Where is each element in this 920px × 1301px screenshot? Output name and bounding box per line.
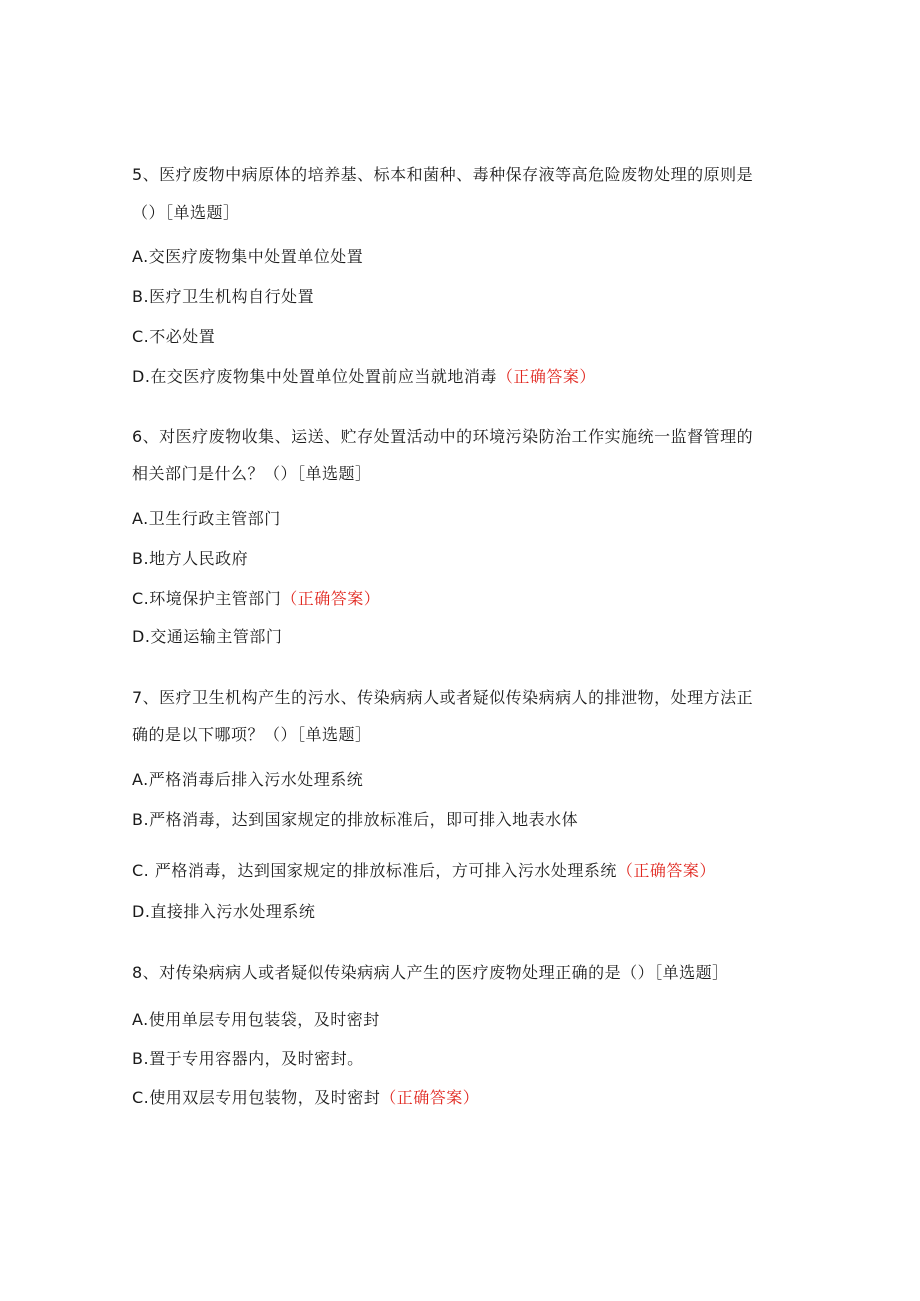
option-text: A.卫生行政主管部门 bbox=[132, 509, 281, 528]
option-a bbox=[132, 509, 281, 529]
option-text: B.医疗卫生机构自行处置 bbox=[132, 287, 315, 306]
option-text: C. 严格消毒，达到国家规定的排放标准后，方可排入污水处理系统 bbox=[132, 861, 617, 880]
option-text: B.严格消毒，达到国家规定的排放标准后，即可排入地表水体 bbox=[132, 810, 579, 829]
correct-answer-mark: （正确答案） bbox=[496, 367, 596, 386]
option-c bbox=[132, 589, 380, 609]
option-text: A.严格消毒后排入污水处理系统 bbox=[132, 770, 364, 789]
option-a bbox=[132, 770, 363, 790]
option-b bbox=[132, 287, 314, 307]
question-stem-line: 确的是以下哪项？（）［单选题］ bbox=[132, 725, 372, 744]
option-c bbox=[132, 327, 215, 347]
question-stem-line: 7、医疗卫生机构产生的污水、传染病病人或者疑似传染病病人的排泄物，处理方法正 bbox=[132, 688, 754, 707]
option-c bbox=[132, 861, 716, 881]
option-d bbox=[132, 627, 282, 647]
option-text: D.在交医疗废物集中处置单位处置前应当就地消毒 bbox=[132, 367, 497, 386]
option-text: B.置于专用容器内，及时密封。 bbox=[132, 1049, 364, 1068]
option-text: D.交通运输主管部门 bbox=[132, 627, 283, 646]
option-text: C.使用双层专用包装物，及时密封 bbox=[132, 1088, 381, 1107]
option-text: B.地方人民政府 bbox=[132, 549, 249, 568]
option-d bbox=[132, 367, 596, 387]
option-c bbox=[132, 1088, 479, 1108]
option-text: C.不必处置 bbox=[132, 327, 216, 346]
correct-answer-mark: （正确答案） bbox=[616, 861, 716, 880]
option-d bbox=[132, 902, 315, 922]
option-b bbox=[132, 1049, 364, 1069]
question-stem-line: （）［单选题］ bbox=[132, 203, 240, 222]
option-text: D.直接排入污水处理系统 bbox=[132, 902, 316, 921]
option-text: A.交医疗废物集中处置单位处置 bbox=[132, 247, 364, 266]
option-a bbox=[132, 1010, 380, 1030]
option-text: A.使用单层专用包装袋，及时密封 bbox=[132, 1010, 380, 1029]
question-stem-line: 8、对传染病病人或者疑似传染病病人产生的医疗废物处理正确的是（）［单选题］ bbox=[132, 963, 729, 982]
question-stem-line: 5、医疗废物中病原体的培养基、标本和菌种、毒种保存液等高危险废物处理的原则是 bbox=[132, 165, 754, 184]
option-b bbox=[132, 810, 578, 830]
question-stem-line: 相关部门是什么？（）［单选题］ bbox=[132, 464, 372, 483]
option-text: C.环境保护主管部门 bbox=[132, 589, 282, 608]
correct-answer-mark: （正确答案） bbox=[281, 589, 381, 608]
option-a bbox=[132, 247, 363, 267]
question-stem-line: 6、对医疗废物收集、运送、贮存处置活动中的环境污染防治工作实施统一监督管理的 bbox=[132, 427, 754, 446]
option-b bbox=[132, 549, 248, 569]
correct-answer-mark: （正确答案） bbox=[380, 1088, 480, 1107]
